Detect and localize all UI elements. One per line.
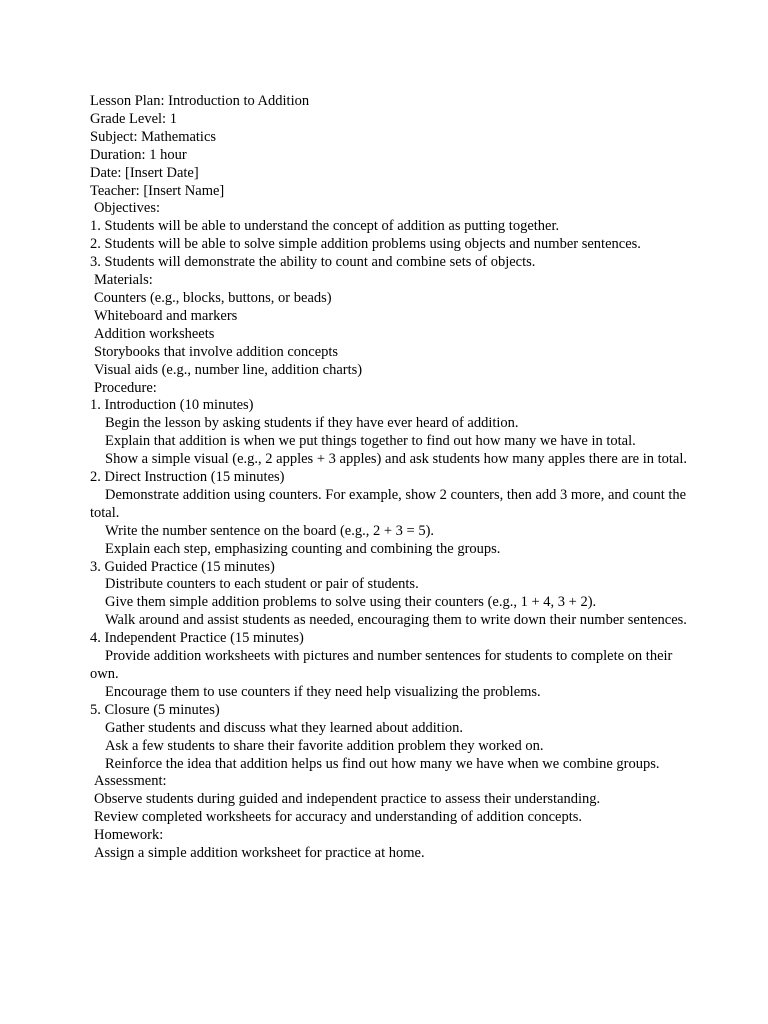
duration: Duration: 1 hour [90,146,187,163]
objective-item: 3. Students will demonstrate the ability to count and combine sets of objects. [90,254,536,271]
material-item: Addition worksheets [94,325,215,342]
objectives-section [90,200,690,272]
objective-item: 2. Students will be able to solve simple addition problems using objects and number sentences. [90,236,641,253]
lesson-plan-body [90,93,690,863]
lesson-header [90,93,690,200]
procedure-step-title: 1. Introduction (10 minutes) [90,397,254,414]
procedure-step-title: 3. Guided Practice (15 minutes) [90,558,275,575]
assessment-section [90,773,690,827]
materials-section [90,272,690,379]
material-item: Counters (e.g., blocks, buttons, or beads) [94,289,332,306]
procedure-step-title: 5. Closure (5 minutes) [90,701,220,718]
teacher: Teacher: [Insert Name] [90,182,225,199]
grade-level: Grade Level: 1 [90,110,177,127]
homework-heading: Homework: [94,827,164,844]
homework-section [90,827,690,863]
assessment-item: Observe students during guided and independent practice to assess their understanding. [94,791,601,808]
homework-item: Assign a simple addition worksheet for practice at home. [94,845,425,862]
procedure-step-detail: Reinforce the idea that addition helps us find out how many we have when we combine groups. [105,755,660,772]
procedure-step-detail: Give them simple addition problems to solve using their counters (e.g., 1 + 4, 3 + 2). [105,594,597,611]
procedure-step-detail: Ask a few students to share their favorite addition problem they worked on. [105,737,544,754]
date: Date: [Insert Date] [90,164,199,181]
material-item: Storybooks that involve addition concepts [94,343,339,360]
material-item: Whiteboard and markers [94,307,238,324]
procedure-step-detail: Demonstrate addition using counters. For example, show 2 counters, then add 3 more, and count the total. [90,486,690,521]
procedure-heading: Procedure: [94,379,157,396]
objectives-heading: Objectives: [94,200,161,217]
objective-item: 1. Students will be able to understand the concept of addition as putting together. [90,218,560,235]
assessment-item: Review completed worksheets for accuracy and understanding of addition concepts. [94,809,583,826]
procedure-section [90,380,690,774]
procedure-step-detail: Show a simple visual (e.g., 2 apples + 3 apples) and ask students how many apples there are in total. [105,451,688,468]
procedure-step-title: 2. Direct Instruction (15 minutes) [90,469,285,486]
material-item: Visual aids (e.g., number line, addition charts) [94,361,363,378]
assessment-heading: Assessment: [94,773,167,790]
procedure-step-detail: Encourage them to use counters if they need help visualizing the problems. [105,683,541,700]
subject: Subject: Mathematics [90,128,217,145]
procedure-step-detail: Write the number sentence on the board (e.g., 2 + 3 = 5). [105,522,435,539]
lesson-title: Lesson Plan: Introduction to Addition [90,93,310,109]
procedure-step-detail: Explain that addition is when we put things together to find out how many we have in total. [105,433,636,450]
procedure-step-detail: Walk around and assist students as needed, encouraging them to write down their number sentences. [105,612,687,629]
procedure-step-detail: Begin the lesson by asking students if they have ever heard of addition. [105,415,519,432]
procedure-step-detail: Gather students and discuss what they learned about addition. [105,719,463,736]
materials-heading: Materials: [94,272,153,289]
procedure-step-title: 4. Independent Practice (15 minutes) [90,630,304,647]
procedure-step-detail: Explain each step, emphasizing counting and combining the groups. [105,540,501,557]
procedure-step-detail: Distribute counters to each student or pair of students. [105,576,419,593]
procedure-step-detail: Provide addition worksheets with pictures and number sentences for students to complete on their own. [90,648,677,682]
